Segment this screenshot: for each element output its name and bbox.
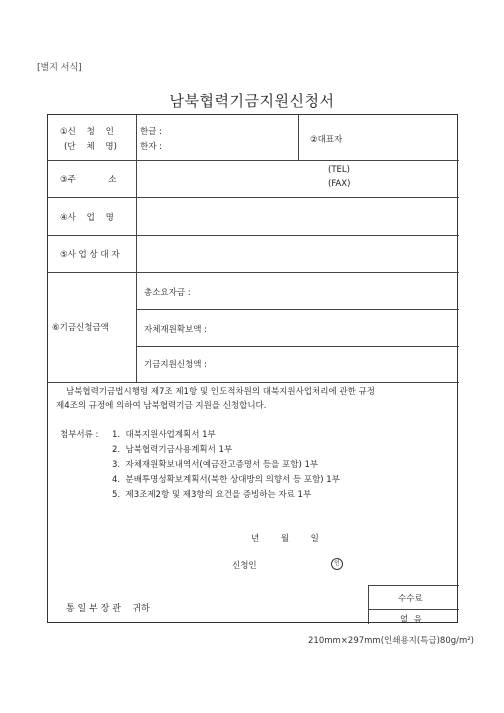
date-line[interactable]: 년 월 일 xyxy=(251,534,319,544)
project-name-label: ④사 업 명 xyxy=(60,213,114,223)
attachment-item: 5. 제3조제2항 및 제3항의 요건을 증빙하는 자료 1부 xyxy=(112,490,312,500)
seal-icon: 인 xyxy=(331,558,343,570)
applicant-label: ①신 청 인 xyxy=(60,127,114,137)
attachments-label: 첨부서류 : xyxy=(60,430,99,440)
partner-label: ⑤사 업 상 대 자 xyxy=(60,250,120,260)
fee-label: 수수료 xyxy=(398,594,423,604)
fax-field[interactable]: (FAX) xyxy=(328,179,351,189)
self-funding-field[interactable]: 자체재원확보액 : xyxy=(144,325,208,335)
attachment-item: 2. 남북협력기금사용계획서 1부 xyxy=(112,445,233,455)
hangul-name-field[interactable]: 한글 : xyxy=(140,127,162,137)
fund-request-field[interactable]: 기금지원신청액 : xyxy=(144,360,208,370)
application-form-table xyxy=(47,114,458,623)
form-label: [별지 서식] xyxy=(37,63,82,73)
hanja-name-field[interactable]: 한자 : xyxy=(140,142,162,152)
statement-line-2: 제4조의 규정에 의하여 남북협력기금 지원을 신청합니다. xyxy=(56,401,267,411)
total-required-field[interactable]: 총소요자금 : xyxy=(144,288,191,298)
fund-amount-label: ⑥기금신청금액 xyxy=(52,323,109,333)
address-label: ③주 소 xyxy=(60,175,117,185)
organization-name-label: (단 체 명) xyxy=(64,142,117,152)
attachment-item: 3. 자체재원확보내역서(예금잔고증명서 등을 포함) 1부 xyxy=(112,460,319,470)
paper-spec-note: 210mm×297mm(인쇄용지(특급)80g/m²) xyxy=(308,636,474,646)
attachment-item: 4. 분배투명성확보계획서(북한 상대방의 의향서 등 포함) 1부 xyxy=(112,475,340,485)
tel-field[interactable]: (TEL) xyxy=(328,165,350,175)
attachment-item: 1. 대북지원사업계획서 1부 xyxy=(112,430,216,440)
addressee: 통 일 부 장 관 귀하 xyxy=(66,604,150,614)
page-title: 남북협력기금지원신청서 xyxy=(169,92,335,110)
fee-value: 없 음 xyxy=(400,615,422,625)
representative-label: ②대표자 xyxy=(310,135,343,145)
applicant-signature-label: 신청인 xyxy=(232,561,257,571)
statement-line-1: 남북협력기금법시행령 제7조 제1항 및 인도적차원의 대북지원사업처리에 관한 규정 xyxy=(66,387,375,397)
